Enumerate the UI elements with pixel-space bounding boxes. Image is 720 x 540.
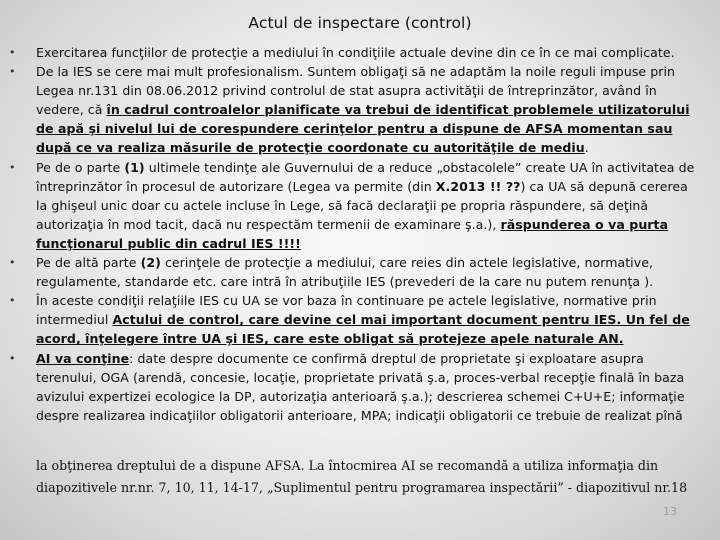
bullet-text: Exercitarea funcţiilor de protecţie a mediului în condiţiile actuale devine din ce în ce mai complicate. — [36, 45, 675, 60]
bullet-item-6 — [9, 349, 699, 425]
emphasis-text: X.2013 !! ?? — [435, 178, 521, 194]
emphasis-text: răspunderea o va purta funcţionarul public din cadrul IES !!!! — [36, 216, 669, 251]
bullet-text: În aceste condiţii relaţiile IES cu UA se vor baza în continuare pe actele legislative, normative prin intermediul — [36, 293, 657, 328]
bullet-list — [9, 43, 699, 425]
bullet-text: : date despre documente ce confirmă dreptul de proprietate şi exploatare asupra terenului, OGA (arendă, concesie, locaţie, proprietate privată ş.a, proces-verbal recepţie finală în baza avizului expertizei ecologice la DP, autorizaţia anterioară ş.a.); descrierea schemei C+U+E; informaţie despre realizarea indicaţiilor obligatorii anterioare, MPA; indicaţii obligatorii ce trebuie de realizat pînă — [36, 350, 685, 423]
bullet-text: cerinţele de protecţie a mediului, care reies din actele legislative, normative, regulamente, standarde etc. care intră în atribuţiile IES (prevederi de la care nu putem renunţa ). — [36, 255, 654, 290]
bullet-text: . — [584, 140, 589, 156]
bullet-item-1 — [9, 43, 699, 62]
emphasis-text: (1) — [124, 159, 145, 175]
bullet-text: ultimele tendinţe ale Guvernului de a reduce „obstacolele” create UA în activitatea de întreprinzător în procesul de autorizare (Legea va permite (din — [36, 159, 695, 194]
continuation-line-2: diapozitivele nr.nr. 7, 10, 11, 14-17, „Suplimentul pentru programarea inspectării” - diapozitivul nr.18 — [36, 479, 688, 495]
page-number: 13 — [663, 505, 677, 518]
emphasis-text: în cadrul controalelor planificate va trebui de identificat problemele utilizatorului de apă şi nivelul lui de corespundere cerinţelor pentru a dispune de AFSA momentan sau după ce va realiza măsurile de protecţie coordonate cu autorităţile de mediu — [36, 102, 690, 156]
bullet-text: De la IES se cere mai mult profesionalism. Suntem obligaţi să ne adaptăm la noile reguli impuse prin Legea nr.131 din 08.06.2012 privind controlul de stat asupra activităţii de întreprinzător, având în vedere, că — [36, 64, 675, 118]
continuation-text — [36, 455, 716, 498]
bullet-item-3 — [9, 158, 699, 253]
slide-title: Actul de inspectare (control) — [248, 14, 472, 32]
emphasis-text: AI va conţine — [36, 350, 130, 366]
bullet-text: Pe de o parte — [36, 159, 125, 175]
bullet-item-2 — [9, 62, 699, 157]
emphasis-text: (2) — [140, 255, 161, 271]
bullet-item-5 — [9, 291, 699, 348]
bullet-text: ) ca UA să depună cererea la ghişeul unic doar cu actele incluse în Lege, să facă declaraţii pe propria răspundere, să deţină autorizaţia în mod tacit, dacă nu respectăm termenii de examinare ş.a.), — [36, 178, 688, 232]
bullet-item-4 — [9, 253, 699, 291]
bullet-text: Pe de altă parte — [36, 255, 141, 271]
emphasis-text: Actului de control, care devine cel mai important document pentru IES. Un fel de acord, înţelegere între UA şi IES, care este obligat să protejeze apele naturale AN. — [36, 312, 690, 347]
continuation-line-1: la obţinerea dreptului de a dispune AFSA. La întocmirea AI se recomandă a utiliza informaţia din — [36, 458, 659, 473]
